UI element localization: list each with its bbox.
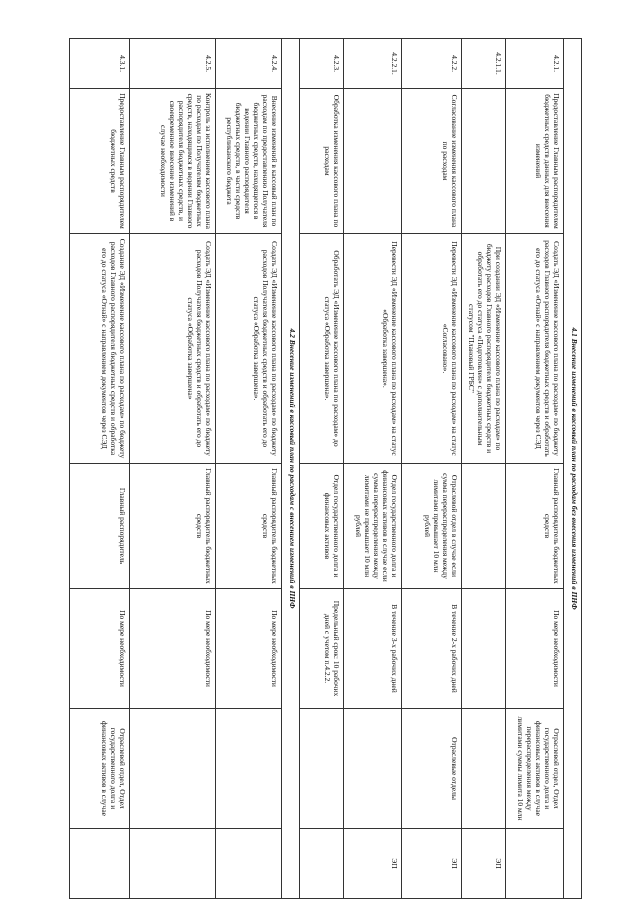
row-action: При создании ЭД «Изменение кассового плана по расходам» по бюджету расходов Главного распорядителя бюджетных средств и обработать его до статуса «Подготовлен» с дополнительным статусом "Плановый ГРБС" — [462, 234, 506, 464]
row-term: По мере необходимости — [130, 589, 216, 709]
section-header-row — [282, 39, 300, 899]
row-number: 4.2.3. — [300, 39, 344, 89]
row-description: Предоставление Главным распорядителем бюджетных средств данных для внесения изменений — [506, 89, 564, 234]
row-control — [300, 709, 344, 829]
row-description — [344, 89, 402, 234]
row-term: По мере необходимости — [216, 589, 282, 709]
row-system: ЭП — [402, 829, 462, 899]
row-description: Предоставление Главным распорядителем бюджетных средств — [70, 89, 130, 234]
row-action: Обработать ЭД «Изменение кассового плана по расходам» до статуса «Обработка завершена». — [300, 234, 344, 464]
row-system — [506, 829, 564, 899]
row-system: ЭП — [462, 829, 506, 899]
row-control: Отраслевой отдел, Отдел государственного долга и финансовых активов в случае перераспределения между лимитами суммы лимита 10 млн — [506, 709, 564, 829]
row-system — [216, 829, 282, 899]
row-action: Создать ЭД «Изменение кассового плана по расходам» по бюджету расходов Получателя бюджетных средств и обработать его до статуса «Обработка завершена». — [216, 234, 282, 464]
row-executor: Главный распорядитель бюджетных средств — [506, 464, 564, 589]
row-description: Внесение изменений в кассовый план по расходам по предоставлению Получателя бюджетных средств, находящегося в ведении Главного распорядителя бюджетных средств, в части средств республиканского бюджета — [216, 89, 282, 234]
row-term: По мере необходимости — [70, 589, 130, 709]
row-system — [70, 829, 130, 899]
row-number: 4.2.2.1. — [344, 39, 402, 89]
row-action: Перевести ЭД «Изменение кассового плана по расходам» на статус «Обработка завершена». — [344, 234, 402, 464]
row-control — [462, 709, 506, 829]
row-number: 4.3.1. — [70, 39, 130, 89]
row-description: Согласование изменения кассового плана по расходам — [402, 89, 462, 234]
row-action: Создать ЭД «Изменение кассового плана по расходам» по бюджету расходов Получателя бюджетных средств и обработать его до статуса «Обработка завершена» — [130, 234, 216, 464]
table-row — [402, 39, 462, 899]
row-term: В течение 3-х рабочих дней — [344, 589, 402, 709]
row-number: 4.2.5. — [130, 39, 216, 89]
table-row — [462, 39, 506, 899]
row-action: Перевести ЭД «Изменение кассового плана по расходам» на статус «Согласовано». — [402, 234, 462, 464]
row-executor: Отдел государственного долга и финансовых активов в случае если сумма перераспределения между лимитами не превышает 10 млн рублей — [344, 464, 402, 589]
table-row — [344, 39, 402, 899]
row-term — [462, 589, 506, 709]
row-term: В течение 2-х рабочих дней — [402, 589, 462, 709]
section-title-4-1: 4.1 Внесение изменений в кассовый план по расходам без внесения изменений в ПНФ — [564, 39, 582, 899]
row-number: 4.2.1.1. — [462, 39, 506, 89]
row-control — [130, 709, 216, 829]
row-term: Предельный срок: 10 рабочих дней с учетом п.4.2.2. — [300, 589, 344, 709]
row-description — [462, 89, 506, 234]
row-system: ЭП — [344, 829, 402, 899]
row-control — [344, 709, 402, 829]
row-term: По мере необходимости — [506, 589, 564, 709]
table-row — [70, 39, 130, 899]
table-row — [130, 39, 216, 899]
row-action: Создание ЭД «Изменение кассового плана по расходам» по бюджету расходов Главного распорядителя бюджетных средств и обработка его до статуса «Отнай» с направлением документов через СЭД — [70, 234, 130, 464]
procedure-table — [69, 38, 582, 899]
table-row — [506, 39, 564, 899]
row-executor: Главный распорядитель — [70, 464, 130, 589]
row-executor: Главный распорядитель бюджетных средств — [130, 464, 216, 589]
row-number: 4.2.4. — [216, 39, 282, 89]
row-control — [216, 709, 282, 829]
row-control: Отраслевой отдел, Отдел государственного долга и финансовых активов в случае — [70, 709, 130, 829]
row-description: Контроль за исполнением кассового плана по расходам по Получателям бюджетных средств, находящимся в ведении Главного распорядителя бюджетных средств, и своевременное внесение изменений в случае необходимости — [130, 89, 216, 234]
table-row — [216, 39, 282, 899]
section-title-4-2: 4.2 Внесение изменений в кассовый план по расходам с внесением изменений в ПНФ — [282, 39, 300, 899]
row-description: Обработка изменения кассового плана по расходам — [300, 89, 344, 234]
row-executor — [462, 464, 506, 589]
row-number: 4.2.1. — [506, 39, 564, 89]
table-row — [300, 39, 344, 899]
section-header-row — [564, 39, 582, 899]
row-number: 4.2.2. — [402, 39, 462, 89]
row-system — [300, 829, 344, 899]
row-executor: Главный распорядитель бюджетных средств — [216, 464, 282, 589]
row-executor: Отраслевой отдел в случае если сумма перераспределения между лимитами превышает 10 млн рублей — [402, 464, 462, 589]
row-action: Создать ЭД «Изменение кассового плана по расходам» по бюджету расходов Главного распорядителя бюджетных средств и обработать его до статуса «Отнай» с направлением документов через СЭД — [506, 234, 564, 464]
row-system — [130, 829, 216, 899]
row-executor: Отдел государственного долга и финансовых активов — [300, 464, 344, 589]
row-control: Отраслевые отделы — [402, 709, 462, 829]
